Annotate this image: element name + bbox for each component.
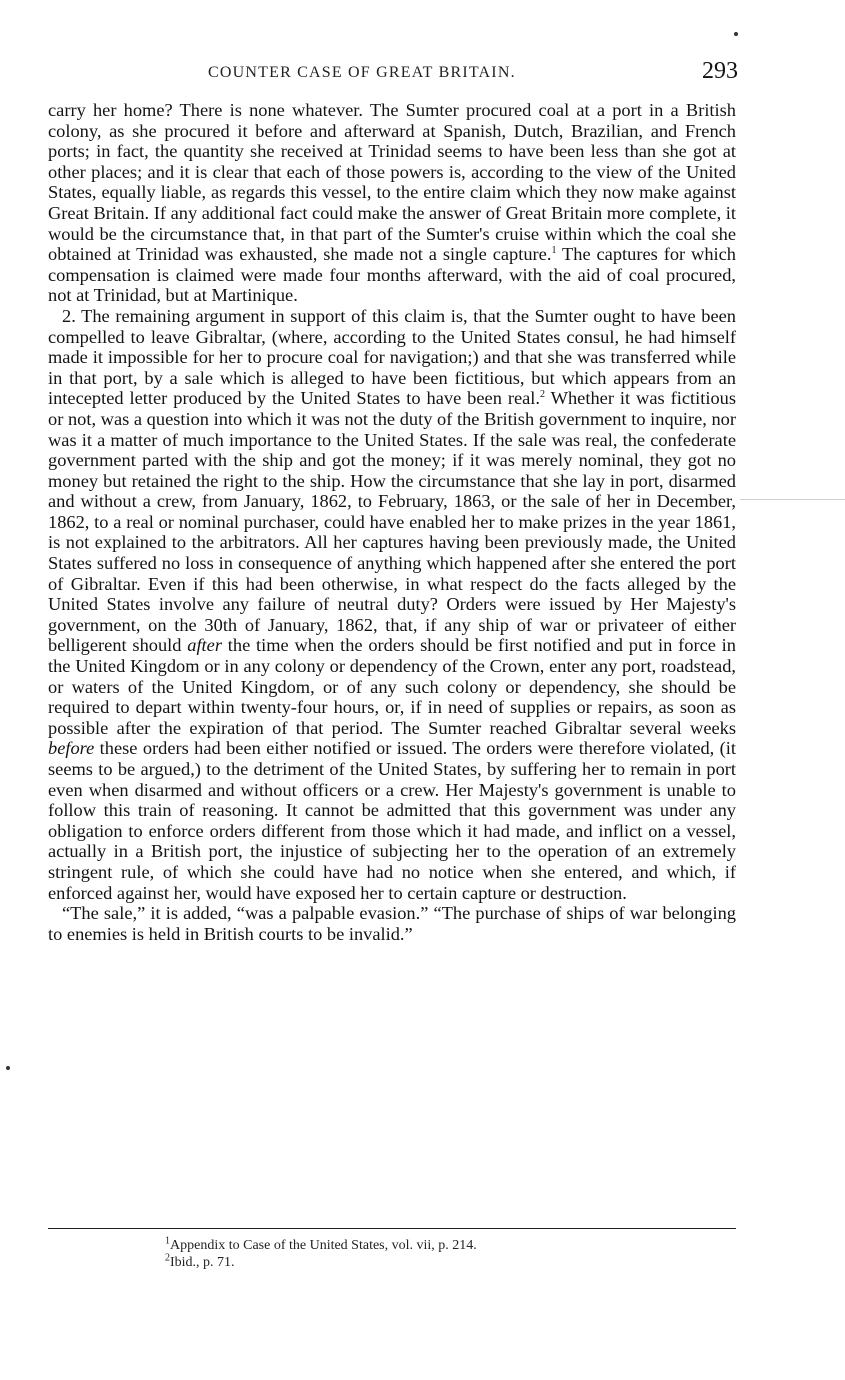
footnotes bbox=[165, 1237, 725, 1271]
paragraph-text: The captures for which compensation is claimed were made four months afterward, with the aid of coal procured, not at Trinidad, but at Martinique. bbox=[48, 244, 736, 306]
emphasized-text: before bbox=[48, 738, 95, 759]
footnote-text: Appendix to Case of the United States, vol. vii, p. 214. bbox=[170, 1238, 477, 1253]
paragraph-text: carry her home? There is none whatever. The Sumter procured coal at a port in a British colony, as she procured it before and afterward at Spanish, Dutch, Brazilian, and French ports; in fact, the quantity she received at Trinidad seems to have been less than she got at other places; and it is clear that each of those powers is, according to the view of the United States, equally liable, as regards this vessel, to the entire claim which they now make against Great Britain. If any additional fact could make the answer of Great Britain more complete, it would be the circumstance that, in that part of the Sumter's cruise within which the coal she obtained at Trinidad was exhausted, she made not a single capture. bbox=[48, 100, 736, 265]
footnote bbox=[165, 1237, 725, 1254]
paragraph bbox=[48, 100, 736, 306]
footnote-divider bbox=[48, 1228, 736, 1229]
footnote-mark: 2 bbox=[165, 1252, 170, 1264]
paragraph-text: the time when the orders should be first notified and put in force in the United Kingdom or in any colony or dependency of the Crown, enter any port, roadstead, or waters of the United Kingdom, or of any such colony or dependency, she should be required to depart within twenty-four hours, or, if in need of supplies or repairs, as soon as possible after the expiration of that period. The Sumter reached Gibraltar several weeks bbox=[48, 635, 736, 738]
footnote-reference: 1 bbox=[551, 245, 557, 257]
footnote-text: Ibid., p. 71. bbox=[170, 1255, 235, 1270]
page-number: 293 bbox=[702, 58, 738, 84]
emphasized-text: after bbox=[187, 635, 222, 656]
paragraph-text: Whether it was fictitious or not, was a question into which it was not the duty of the British government to inquire, nor was it a matter of much importance to the United States. If the sale was real, the confederate government parted with the ship and got the money; if it was merely nominal, they got no money but retained the right to the ship. How the circumstance that she lay in port, disarmed and without a crew, from January, 1862, to February, 1863, or the sale of her in December, 1862, to a real or nominal purchaser, could have enabled her to make prizes in the year 1861, is not explained to the arbitrators. All her captures having been previously made, the United States suffered no loss in consequence of anything which happened after she entered the port of Gibraltar. Even if this had been otherwise, in what respect do the facts alleged by the United States involve any failure of neutral duty? Orders were issued by Her Majesty's government, on the 30th of January, 1862, that, if any ship of war or privateer of either belligerent should bbox=[48, 388, 736, 656]
running-head: COUNTER CASE OF GREAT BRITAIN. bbox=[208, 64, 516, 81]
scan-speck bbox=[6, 1066, 10, 1070]
footnote-mark: 1 bbox=[165, 1235, 170, 1247]
page-header bbox=[48, 60, 738, 90]
paragraph-text: 2. The remaining argument in support of this claim is, that the Sumter ought to have been compelled to leave Gibraltar, (where, according to the United States consul, he had himself made it impossible for her to procure coal for navigation;) and that she was transferred while in that port, by a sale which is alleged to have been fictitious, but which appears from an intecepted letter produced by the United States to have been real. bbox=[48, 305, 736, 409]
footnote-reference: 2 bbox=[540, 389, 546, 401]
paragraph bbox=[48, 306, 736, 903]
paragraph-text: these orders had been either notified or issued. The orders were therefore violated, (it seems to be argued,) to the detriment of the United States, by suffering her to remain in port even when disarmed and without officers or a crew. Her Majesty's government is unable to follow this train of reasoning. It cannot be admitted that this government was under any obligation to enforce orders different from those which it had made, and inflict on a vessel, actually in a British port, the injustice of subjecting her to the operation of an extremely stringent rule, of which she could have had no notice when she entered, and which, if enforced against her, would have exposed her to certain capture or destruction. bbox=[48, 738, 736, 903]
paragraph-text: “The sale,” it is added, “was a palpable evasion.” “The purchase of ships of war belonging to enemies is held in British courts to be invalid.” bbox=[48, 903, 736, 944]
body-text bbox=[48, 100, 736, 944]
footnote bbox=[165, 1254, 725, 1271]
scan-speck bbox=[734, 32, 738, 36]
paragraph bbox=[48, 903, 736, 944]
scan-artifact-line bbox=[740, 499, 845, 500]
